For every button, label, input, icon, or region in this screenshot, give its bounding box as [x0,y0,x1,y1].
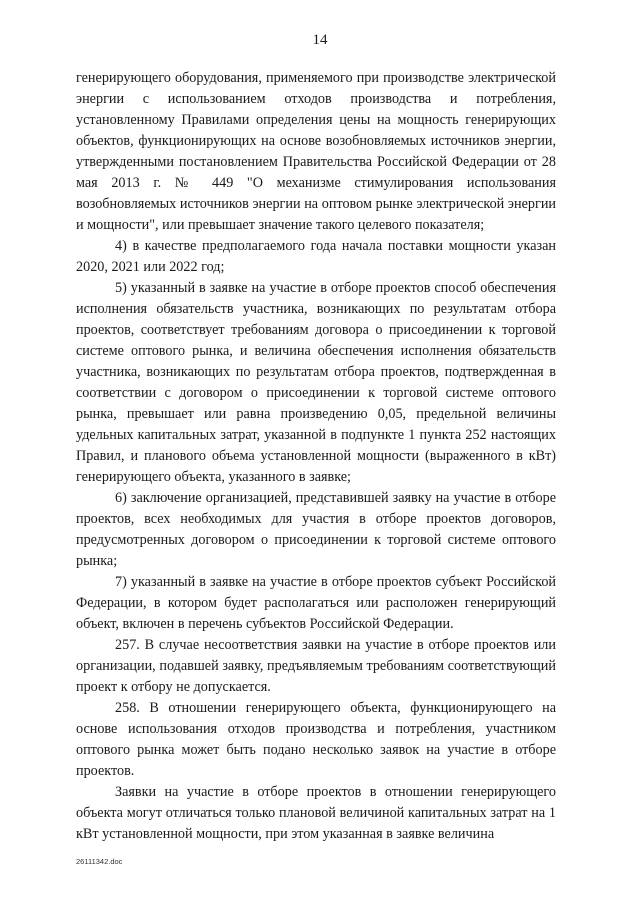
page-number: 14 [312,32,328,48]
paragraph-item-5: 5) указанный в заявке на участие в отборе проектов способ обеспечения исполнения обязательств участника, возникающих по результатам отбора проектов, соответствует требованиям договора о присоединении к торговой системе оптового рынка, и величина обеспечения исполнения обязательств участника, возникающих по результатам отбора проектов, подтвержденная в соответствии с договором о присоединении к торговой системе оптового рынка, превышает или равна произведению 0,05, предельной величины удельных капитальных затрат, указанной в подпункте 1 пункта 252 настоящих Правил, и планового объема установленной мощности (выраженного в кВт) генерирующего объекта, указанного в заявке; [76,280,556,485]
paragraph-item-7: 7) указанный в заявке на участие в отборе проектов субъект Российской Федерации, в котором будет располагаться или расположен генерирующий объект, включен в перечень субъектов Российской Федерации. [76,574,556,632]
paragraph: генерирующего оборудования, применяемого при производстве электрической энергии с использованием отходов производства и потребления, установленному Правилами определения цены на мощность генерирующих объектов, функционирующих на основе возобновляемых источников энергии, утвержденными постановлением Правительства Российской Федерации от 28 мая 2013 г. № 449 "О механизме стимулирования использования возобновляемых источников энергии на оптовом рынке электрической энергии и мощности", или превышает значение такого целевого показателя; [76,70,556,233]
paragraph-item-6: 6) заключение организацией, представившей заявку на участие в отборе проектов, всех необходимых для участия в отборе проектов договоров, предусмотренных договором о присоединении к торговой системе оптового рынка; [76,490,556,569]
paragraph-clause-258: 258. В отношении генерирующего объекта, функционирующего на основе использования отходов производства и потребления, участником оптового рынка может быть подано несколько заявок на участие в отборе проектов. [76,700,556,779]
paragraph: Заявки на участие в отборе проектов в отношении генерирующего объекта могут отличаться только плановой величиной капитальных затрат на 1 кВт установленной мощности, при этом указанная в заявке величина [76,784,556,842]
paragraph-clause-257: 257. В случае несоответствия заявки на участие в отборе проектов или организации, подавшей заявку, предъявляемым требованиям соответствующий проект к отбору не допускается. [76,637,556,695]
footer-filename: 26111342.doc [76,857,123,866]
document-body [76,68,556,845]
paragraph-item-4: 4) в качестве предполагаемого года начала поставки мощности указан 2020, 2021 или 2022 год; [76,238,556,275]
